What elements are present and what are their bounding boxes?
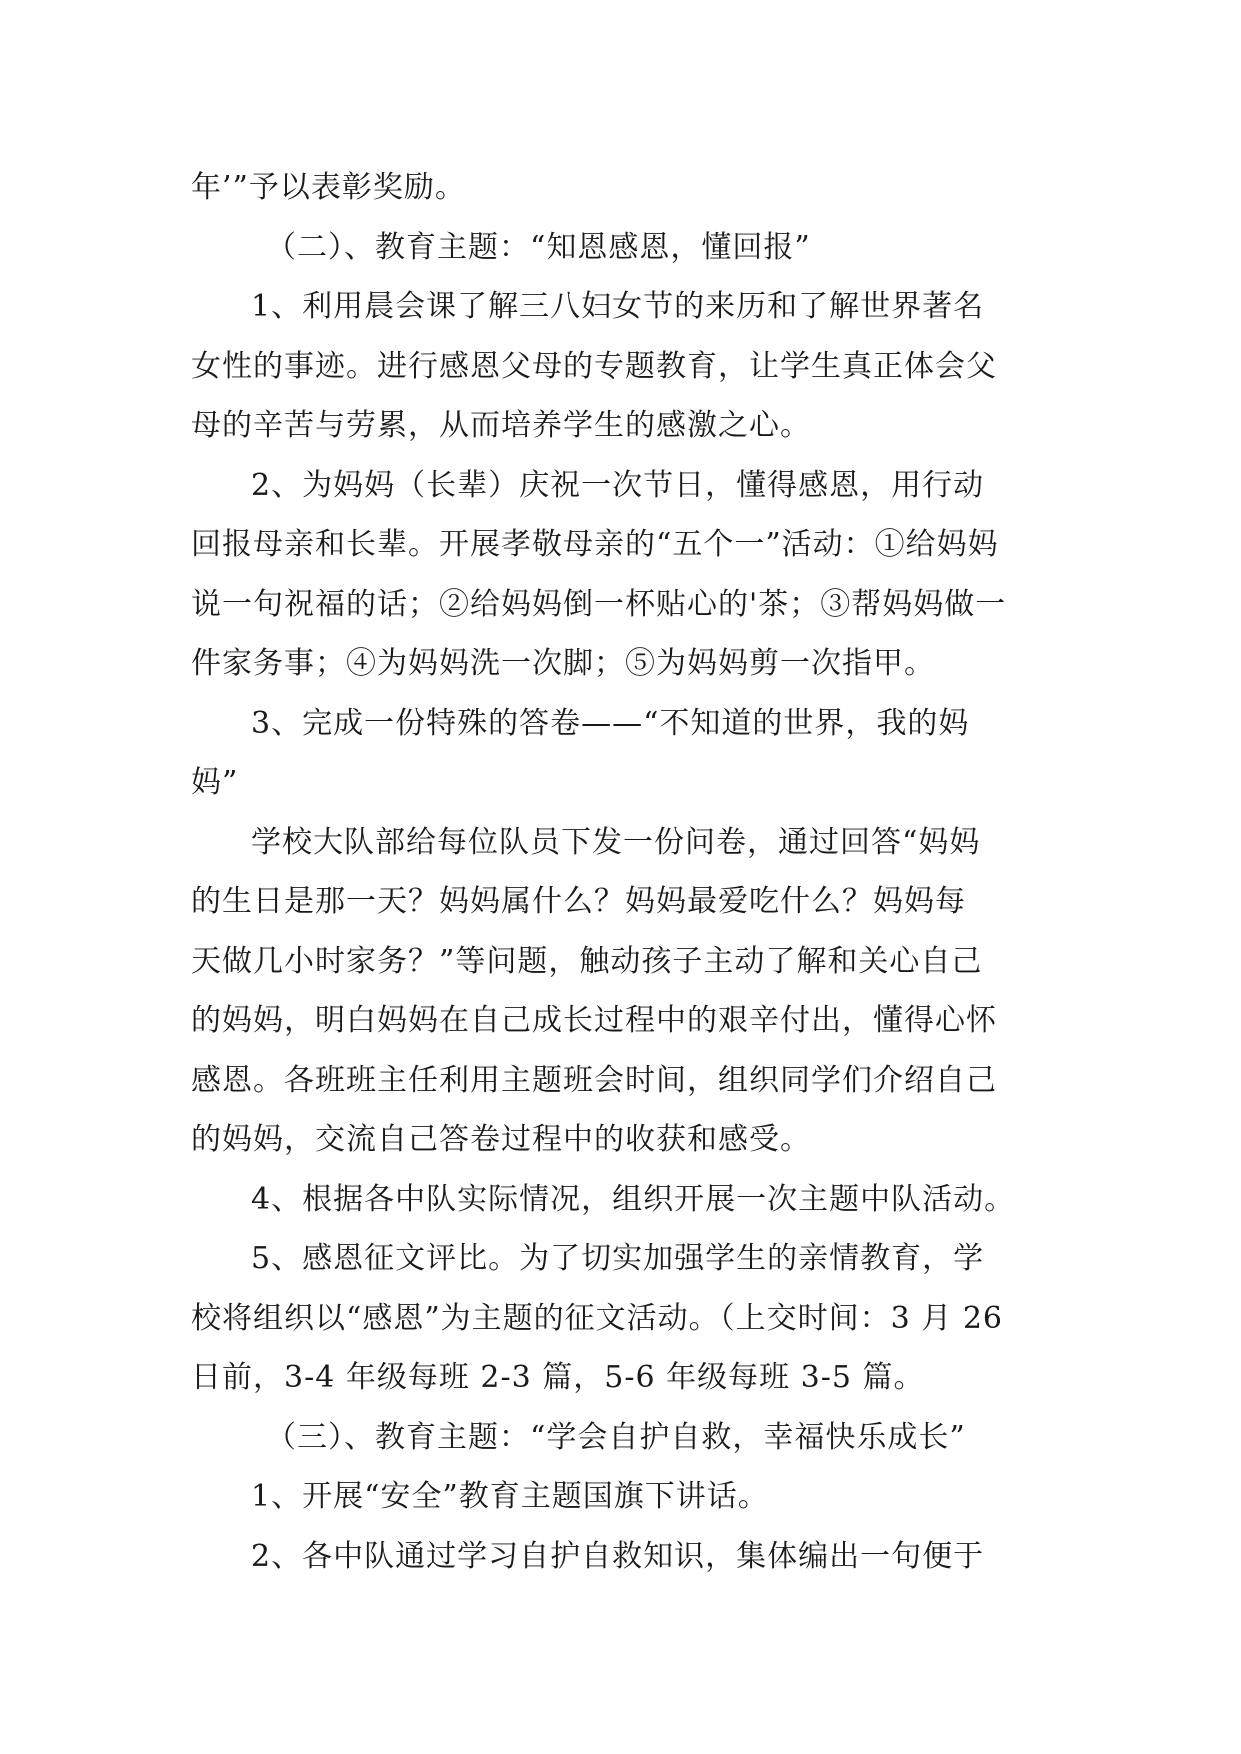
paragraph-line: 校将组织以“感恩”为主题的征文活动。（上交时间：3 月 26 <box>191 1300 1004 1336</box>
section-heading-3: （三）、教育主题：“学会自护自救，幸福快乐成长” <box>266 1419 966 1455</box>
paragraph-line: 的妈妈，交流自己答卷过程中的收获和感受。 <box>191 1122 811 1157</box>
paragraph-line: 说一句祝福的话；②给妈妈倒一杯贴心的'茶；③帮妈妈做一 <box>191 586 1007 622</box>
paragraph-line: 4、根据各中队实际情况，组织开展一次主题中队活动。 <box>251 1181 1016 1217</box>
paragraph-line: 女性的事迹。进行感恩父母的专题教育，让学生真正体会父 <box>191 348 997 384</box>
paragraph-line: 学校大队部给每位队员下发一份问卷，通过回答“妈妈 <box>251 824 981 860</box>
paragraph-line: 的生日是那一天？妈妈属什么？妈妈最爱吃什么？妈妈每 <box>191 884 966 919</box>
paragraph-line: 天做几小时家务？”等问题，触动孩子主动了解和关心自己 <box>191 943 983 979</box>
paragraph-line: 2、各中队通过学习自护自救知识，集体编出一句便于 <box>251 1538 985 1574</box>
paragraph-line: 2、为妈妈（长辈）庆祝一次节日，懂得感恩，用行动 <box>251 467 985 503</box>
paragraph-line: 的妈妈，明白妈妈在自己成长过程中的艰辛付出，懂得心怀 <box>191 1003 997 1038</box>
paragraph-line: 1、开展“安全”教育主题国旗下讲话。 <box>251 1479 769 1514</box>
paragraph-line: 件家务事；④为妈妈洗一次脚；⑤为妈妈剪一次指甲。 <box>191 646 935 681</box>
section-heading-2: （二）、教育主题：“知恩感恩，懂回报” <box>266 229 811 265</box>
paragraph-line: 妈” <box>191 765 239 800</box>
paragraph-line: 回报母亲和长辈。开展孝敬母亲的“五个一”活动：①给妈妈 <box>191 527 999 562</box>
paragraph-line: 5、感恩征文评比。为了切实加强学生的亲情教育，学 <box>251 1241 985 1276</box>
paragraph-line: 母的辛苦与劳累，从而培养学生的感激之心。 <box>191 408 811 443</box>
paragraph-line: 1、利用晨会课了解三八妇女节的来历和了解世界著名 <box>251 289 985 324</box>
paragraph-line: 感恩。各班班主任利用主题班会时间，组织同学们介绍自己 <box>191 1062 997 1098</box>
paragraph-line: 日前，3-4 年级每班 2-3 篇，5-6 年级每班 3-5 篇。 <box>191 1360 925 1395</box>
paragraph-line: 年’”予以表彰奖励。 <box>191 170 466 205</box>
paragraph-line: 3、完成一份特殊的答卷——“不知道的世界，我的妈 <box>251 705 970 741</box>
document-body <box>191 158 1051 1586</box>
